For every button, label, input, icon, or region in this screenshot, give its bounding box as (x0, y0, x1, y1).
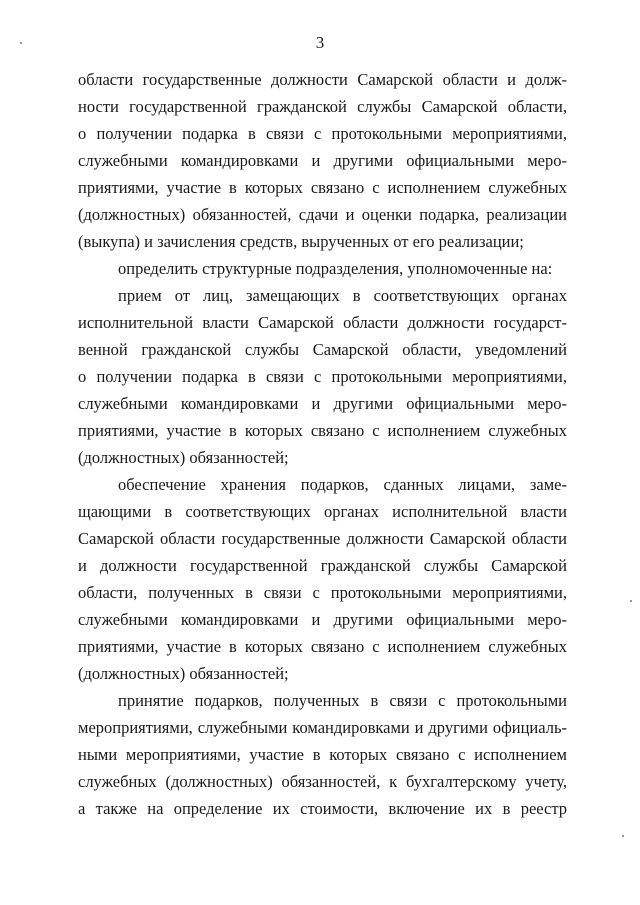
text-line: и должности государственной гражданской службы Самарской (78, 556, 567, 575)
text-line: приятиями, участие в которых связано с исполнением служебных (78, 178, 567, 197)
text-line: приятиями, участие в которых связано с исполнением служебных (78, 421, 567, 440)
text-line: венной гражданской службы Самарской области, уведомлений (78, 340, 567, 359)
text-line: ными мероприятиями, участие в которых связано с исполнением (78, 745, 567, 764)
text-line: прием от лиц, замещающих в соответствующих органах (118, 286, 567, 305)
text-line: исполнительной власти Самарской области должности государст- (78, 313, 567, 332)
scan-speck (20, 42, 22, 44)
text-line: (должностных) обязанностей; (78, 664, 289, 683)
scan-speck (622, 835, 624, 837)
text-line: о получении подарка в связи с протокольными мероприятиями, (78, 367, 567, 386)
text-line: щающими в соответствующих органах исполнительной власти (78, 502, 567, 521)
text-line: мероприятиями, служебными командировками и другими официаль- (78, 718, 567, 737)
text-line: служебными командировками и другими официальными меро- (78, 610, 567, 629)
text-line: области государственные должности Самарской области и долж- (78, 70, 567, 89)
text-line: принятие подарков, полученных в связи с протокольными (118, 691, 567, 710)
text-line: (выкупа) и зачисления средств, вырученных от его реализации; (78, 232, 524, 251)
text-line: (должностных) обязанностей, сдачи и оценки подарка, реализации (78, 205, 567, 224)
text-line: области, полученных в связи с протокольными мероприятиями, (78, 583, 567, 602)
text-line: о получении подарка в связи с протокольными мероприятиями, (78, 124, 567, 143)
text-line: определить структурные подразделения, уполномоченные на: (118, 259, 553, 278)
text-line: служебными командировками и другими официальными меро- (78, 394, 567, 413)
text-line: ности государственной гражданской службы Самарской области, (78, 97, 567, 116)
scan-speck (630, 600, 632, 602)
text-line: обеспечение хранения подарков, сданных лицами, заме- (118, 475, 567, 494)
text-line: служебных (должностных) обязанностей, к бухгалтерскому учету, (78, 772, 567, 791)
text-line: приятиями, участие в которых связано с исполнением служебных (78, 637, 567, 656)
page-number: 3 (315, 33, 325, 52)
text-line: (должностных) обязанностей; (78, 448, 289, 467)
text-line: а также на определение их стоимости, включение их в реестр (78, 799, 567, 818)
text-line: Самарской области государственные должности Самарской области (78, 529, 567, 548)
text-line: служебными командировками и другими официальными меро- (78, 151, 567, 170)
